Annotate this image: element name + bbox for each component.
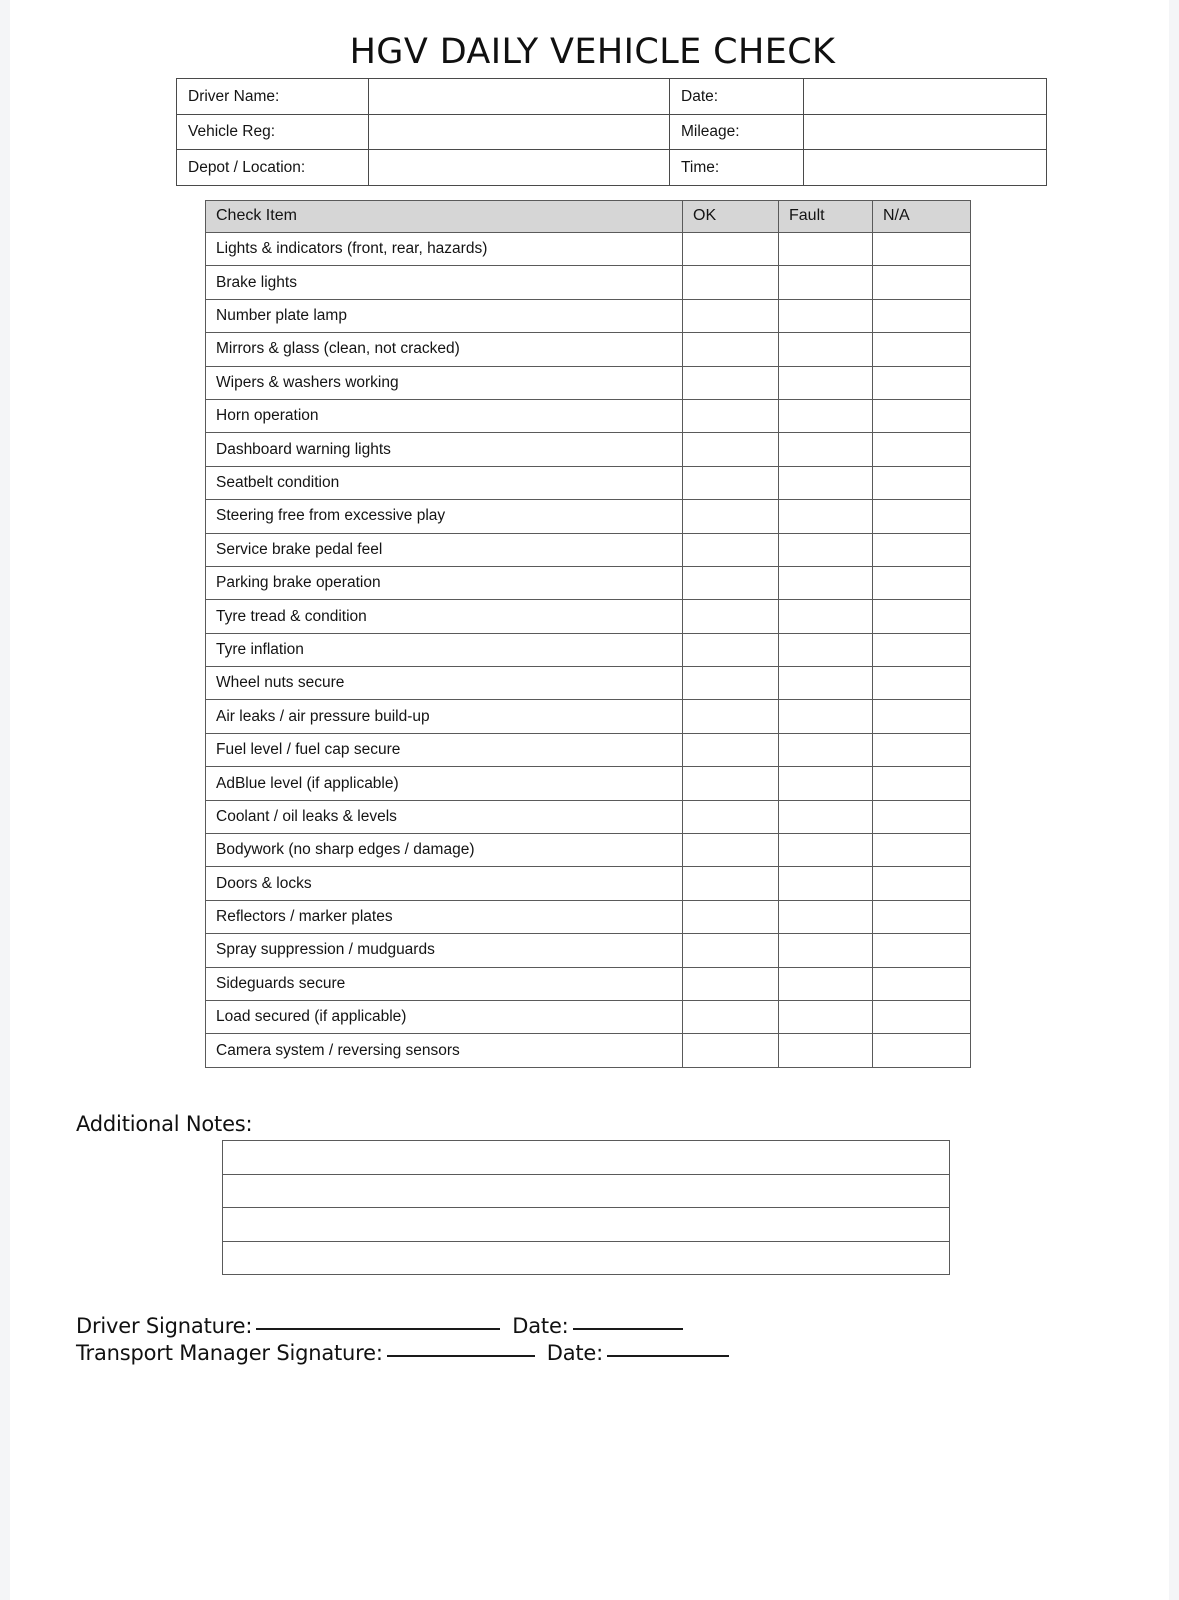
table-row [206, 834, 971, 867]
table-row [206, 533, 971, 566]
check-box-ok[interactable] [683, 633, 779, 666]
check-item-label: Wheel nuts secure [206, 667, 683, 700]
check-box-fault[interactable] [779, 333, 873, 366]
column-header-fault: Fault [779, 201, 873, 233]
notes-line[interactable] [223, 1141, 950, 1175]
check-item-label: Sideguards secure [206, 967, 683, 1000]
check-box-fault[interactable] [779, 399, 873, 432]
check-item-label: Coolant / oil leaks & levels [206, 800, 683, 833]
check-box-fault[interactable] [779, 500, 873, 533]
additional-notes-box [222, 1140, 950, 1275]
check-box-ok[interactable] [683, 700, 779, 733]
table-row [206, 266, 971, 299]
vehicle-info-row [177, 114, 1047, 150]
table-row [206, 633, 971, 666]
check-box-na[interactable] [873, 867, 971, 900]
info-label-left: Driver Name: [177, 79, 369, 115]
check-items-table [205, 200, 971, 1068]
notes-row [223, 1141, 950, 1175]
check-box-ok[interactable] [683, 500, 779, 533]
table-row [206, 233, 971, 266]
table-row [206, 466, 971, 499]
check-items-header [206, 201, 971, 233]
check-box-ok[interactable] [683, 366, 779, 399]
check-item-label: Number plate lamp [206, 299, 683, 332]
manager-signature-label: Transport Manager Signature: [76, 1340, 383, 1365]
table-row [206, 299, 971, 332]
column-header-ok: OK [683, 201, 779, 233]
check-item-label: AdBlue level (if applicable) [206, 767, 683, 800]
info-value-left[interactable] [369, 79, 670, 115]
table-row [206, 800, 971, 833]
table-row [206, 867, 971, 900]
check-box-ok[interactable] [683, 299, 779, 332]
driver-signature-row [76, 1313, 733, 1340]
check-box-na[interactable] [873, 533, 971, 566]
check-box-na[interactable] [873, 433, 971, 466]
check-box-ok[interactable] [683, 266, 779, 299]
check-box-na[interactable] [873, 1034, 971, 1067]
table-row [206, 700, 971, 733]
driver-signature-line[interactable] [256, 1328, 500, 1330]
check-item-label: Doors & locks [206, 867, 683, 900]
check-box-ok[interactable] [683, 667, 779, 700]
check-box-na[interactable] [873, 700, 971, 733]
check-box-fault[interactable] [779, 800, 873, 833]
table-row [206, 967, 971, 1000]
check-box-na[interactable] [873, 600, 971, 633]
check-box-ok[interactable] [683, 967, 779, 1000]
column-header-check-item: Check Item [206, 201, 683, 233]
check-item-label: Service brake pedal feel [206, 533, 683, 566]
table-row [206, 433, 971, 466]
notes-line[interactable] [223, 1174, 950, 1208]
manager-signature-row [76, 1340, 733, 1367]
check-box-na[interactable] [873, 366, 971, 399]
check-box-na[interactable] [873, 667, 971, 700]
notes-row [223, 1241, 950, 1275]
manager-date-line[interactable] [607, 1355, 729, 1357]
check-box-fault[interactable] [779, 233, 873, 266]
info-value-right[interactable] [804, 150, 1047, 186]
notes-row [223, 1208, 950, 1242]
table-row [206, 566, 971, 599]
info-value-left[interactable] [369, 114, 670, 150]
check-item-label: Reflectors / marker plates [206, 900, 683, 933]
check-box-na[interactable] [873, 500, 971, 533]
check-box-ok[interactable] [683, 233, 779, 266]
table-row [206, 934, 971, 967]
vehicle-info-table [176, 78, 1047, 186]
info-value-left[interactable] [369, 150, 670, 186]
check-box-na[interactable] [873, 299, 971, 332]
table-row [206, 1000, 971, 1033]
table-row [206, 1034, 971, 1067]
additional-notes-heading: Additional Notes: [76, 1112, 253, 1136]
check-box-fault[interactable] [779, 834, 873, 867]
check-item-label: Parking brake operation [206, 566, 683, 599]
check-box-fault[interactable] [779, 433, 873, 466]
check-box-fault[interactable] [779, 566, 873, 599]
info-label-right: Mileage: [670, 114, 804, 150]
check-box-na[interactable] [873, 733, 971, 766]
check-box-na[interactable] [873, 333, 971, 366]
check-box-na[interactable] [873, 967, 971, 1000]
check-box-na[interactable] [873, 1000, 971, 1033]
check-box-fault[interactable] [779, 633, 873, 666]
table-row [206, 333, 971, 366]
check-items-header-row [206, 201, 971, 233]
check-item-label: Brake lights [206, 266, 683, 299]
check-box-ok[interactable] [683, 1034, 779, 1067]
check-box-fault[interactable] [779, 1000, 873, 1033]
driver-signature-label: Driver Signature: [76, 1314, 253, 1338]
info-label-right: Date: [670, 79, 804, 115]
check-item-label: Seatbelt condition [206, 466, 683, 499]
column-header-na: N/A [873, 201, 971, 233]
check-item-label: Horn operation [206, 399, 683, 432]
check-items-body [206, 233, 971, 1068]
check-box-fault[interactable] [779, 733, 873, 766]
check-box-na[interactable] [873, 934, 971, 967]
check-box-ok[interactable] [683, 800, 779, 833]
check-box-ok[interactable] [683, 466, 779, 499]
check-box-fault[interactable] [779, 466, 873, 499]
check-box-fault[interactable] [779, 299, 873, 332]
check-box-na[interactable] [873, 466, 971, 499]
info-label-right: Time: [670, 150, 804, 186]
check-box-na[interactable] [873, 834, 971, 867]
table-row [206, 767, 971, 800]
table-row [206, 600, 971, 633]
check-box-fault[interactable] [779, 900, 873, 933]
notes-line[interactable] [223, 1208, 950, 1242]
driver-date-label: Date: [512, 1314, 569, 1338]
check-box-ok[interactable] [683, 834, 779, 867]
check-box-ok[interactable] [683, 566, 779, 599]
additional-notes-body [223, 1141, 950, 1275]
check-box-na[interactable] [873, 800, 971, 833]
check-item-label: Wipers & washers working [206, 366, 683, 399]
table-row [206, 733, 971, 766]
table-row [206, 366, 971, 399]
table-row [206, 399, 971, 432]
manager-signature-line[interactable] [387, 1355, 535, 1357]
check-box-ok[interactable] [683, 867, 779, 900]
check-box-ok[interactable] [683, 533, 779, 566]
check-item-label: Fuel level / fuel cap secure [206, 733, 683, 766]
check-item-label: Mirrors & glass (clean, not cracked) [206, 333, 683, 366]
check-item-label: Bodywork (no sharp edges / damage) [206, 834, 683, 867]
manager-date-label: Date: [546, 1340, 604, 1365]
check-item-label: Camera system / reversing sensors [206, 1034, 683, 1067]
check-item-label: Steering free from excessive play [206, 500, 683, 533]
notes-line[interactable] [223, 1241, 950, 1275]
document-page [10, 0, 1169, 1600]
info-label-left: Depot / Location: [177, 150, 369, 186]
check-box-na[interactable] [873, 233, 971, 266]
vehicle-info-row [177, 150, 1047, 186]
check-box-fault[interactable] [779, 667, 873, 700]
check-box-ok[interactable] [683, 600, 779, 633]
check-box-ok[interactable] [683, 733, 779, 766]
check-box-fault[interactable] [779, 700, 873, 733]
check-item-label: Spray suppression / mudguards [206, 934, 683, 967]
check-item-label: Dashboard warning lights [206, 433, 683, 466]
check-box-na[interactable] [873, 266, 971, 299]
check-box-ok[interactable] [683, 1000, 779, 1033]
check-box-fault[interactable] [779, 366, 873, 399]
table-row [206, 667, 971, 700]
check-box-fault[interactable] [779, 600, 873, 633]
notes-row [223, 1174, 950, 1208]
check-item-label: Tyre inflation [206, 633, 683, 666]
check-box-ok[interactable] [683, 767, 779, 800]
check-item-label: Air leaks / air pressure build-up [206, 700, 683, 733]
check-box-na[interactable] [873, 566, 971, 599]
check-box-ok[interactable] [683, 333, 779, 366]
check-item-label: Tyre tread & condition [206, 600, 683, 633]
info-value-right[interactable] [804, 79, 1047, 115]
driver-date-line[interactable] [573, 1328, 683, 1330]
check-box-fault[interactable] [779, 266, 873, 299]
page-title: HGV DAILY VEHICLE CHECK [349, 32, 836, 72]
vehicle-info-row [177, 79, 1047, 115]
check-box-na[interactable] [873, 633, 971, 666]
info-label-left: Vehicle Reg: [177, 114, 369, 150]
check-item-label: Lights & indicators (front, rear, hazards) [206, 233, 683, 266]
check-box-fault[interactable] [779, 934, 873, 967]
signature-block [76, 1313, 733, 1367]
table-row [206, 900, 971, 933]
check-box-fault[interactable] [779, 867, 873, 900]
info-value-right[interactable] [804, 114, 1047, 150]
check-box-ok[interactable] [683, 433, 779, 466]
check-box-fault[interactable] [779, 967, 873, 1000]
check-box-ok[interactable] [683, 900, 779, 933]
check-box-na[interactable] [873, 900, 971, 933]
check-box-fault[interactable] [779, 767, 873, 800]
check-box-fault[interactable] [779, 1034, 873, 1067]
check-box-na[interactable] [873, 399, 971, 432]
table-row [206, 500, 971, 533]
vehicle-info-body [177, 79, 1047, 186]
check-box-fault[interactable] [779, 533, 873, 566]
check-item-label: Load secured (if applicable) [206, 1000, 683, 1033]
check-box-ok[interactable] [683, 934, 779, 967]
check-box-ok[interactable] [683, 399, 779, 432]
check-box-na[interactable] [873, 767, 971, 800]
